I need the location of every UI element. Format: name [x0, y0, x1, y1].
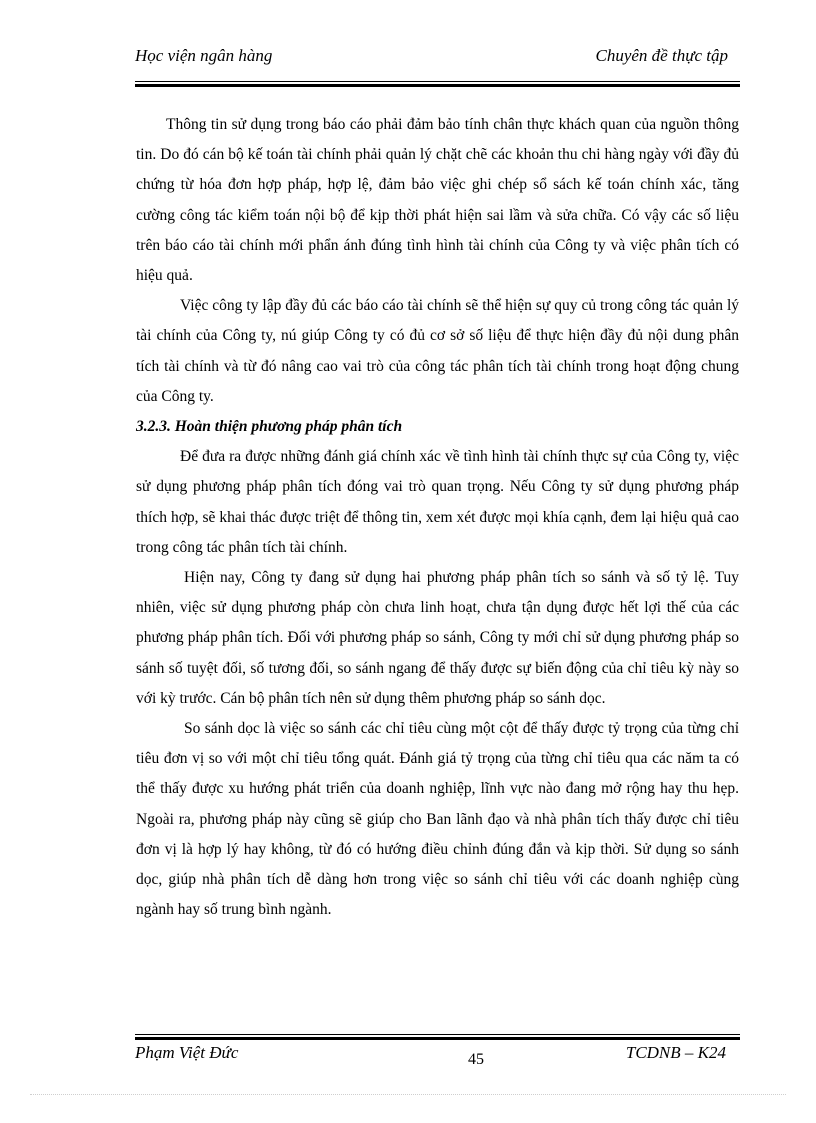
- page-edge-guide: [30, 1094, 786, 1095]
- footer-class-code: TCDNB – K24: [625, 1043, 726, 1062]
- page-body: [136, 110, 739, 925]
- paragraph-financial-reports: Việc công ty lập đầy đủ các báo cáo tài chính sẽ thể hiện sự quy củ trong công tác quản lý tài chính của Công ty, nú giúp Công ty có đủ cơ sở số liệu để thực hiện đầy đủ nội dung phân tích tài chính và từ đó nâng cao vai trò của công tác phân tích tài chính trong hoạt động chung của Công ty.: [136, 297, 739, 405]
- header-institution: Học viện ngân hàng: [135, 46, 273, 65]
- paragraph-information-accuracy: Thông tin sử dụng trong báo cáo phải đảm bảo tính chân thực khách quan của nguồn thông tin. Do đó cán bộ kế toán tài chính phải quản lý chặt chẽ các khoản thu chi hàng ngày với đầy đủ chứng từ hóa đơn hợp pháp, hợp lệ, đảm bảo việc ghi chép sổ sách kế toán chính xác, tăng cường công tác kiểm toán nội bộ để kịp thời phát hiện sai lầm và sửa chữa. Có vậy các số liệu trên báo cáo tài chính mới phẩn ánh đúng tình hình tài chính của Công ty và việc phân tích có hiệu quả.: [136, 116, 739, 285]
- page-footer: [135, 1043, 740, 1073]
- footer-divider: [135, 1034, 740, 1040]
- paragraph-vertical-comparison: So sánh dọc là việc so sánh các chỉ tiêu cùng một cột để thấy được tỷ trọng của từng chỉ tiêu đơn vị so với một chỉ tiêu tổng quát. Đánh giá tỷ trọng của từng chỉ tiêu qua các năm ta có thể thấy được xu hướng phát triển của doanh nghiệp, lĩnh vực nào đang mở rộng hay thu hẹp. Ngoài ra, phương pháp này cũng sẽ giúp cho Ban lãnh đạo và nhà phân tích thấy được chỉ tiêu đơn vị là hợp lý hay không, từ đó có hướng điều chỉnh đúng đắn và kịp thời. Sử dụng so sánh dọc, giúp nhà phân tích dễ dàng hơn trong việc so sánh chỉ tiêu với các doanh nghiệp cùng ngành hay số trung bình ngành.: [136, 720, 739, 919]
- header-document-type: Chuyên đề thực tập: [595, 46, 728, 65]
- section-heading: 3.2.3. Hoàn thiện phương pháp phân tích: [136, 418, 403, 436]
- page-header: [135, 46, 728, 74]
- header-divider: [135, 81, 740, 87]
- footer-author: Phạm Việt Đức: [135, 1043, 239, 1062]
- page-number: 45: [468, 1051, 484, 1068]
- paragraph-analysis-method: Để đưa ra được những đánh giá chính xác về tình hình tài chính thực sự của Công ty, việc sử dụng phương pháp phân tích đóng vai trò quan trọng. Nếu Công ty sử dụng phương pháp thích hợp, sẽ khai thác được triệt để thông tin, xem xét được mọi khía cạnh, đem lại hiệu quả cao trong công tác phân tích tài chính.: [136, 448, 739, 556]
- paragraph-current-methods: Hiện nay, Công ty đang sử dụng hai phương pháp phân tích so sánh và số tỷ lệ. Tuy nhiên, việc sử dụng phương pháp còn chưa linh hoạt, chưa tận dụng được hết lợi thế của các phương pháp phân tích. Đối với phương pháp so sánh, Công ty mới chỉ sử dụng phương pháp so sánh số tuyệt đối, số tương đối, so sánh ngang để thấy được sự biến động của chỉ tiêu kỳ này so với kỳ trước. Cán bộ phân tích nên sử dụng thêm phương pháp so sánh dọc.: [136, 569, 739, 707]
